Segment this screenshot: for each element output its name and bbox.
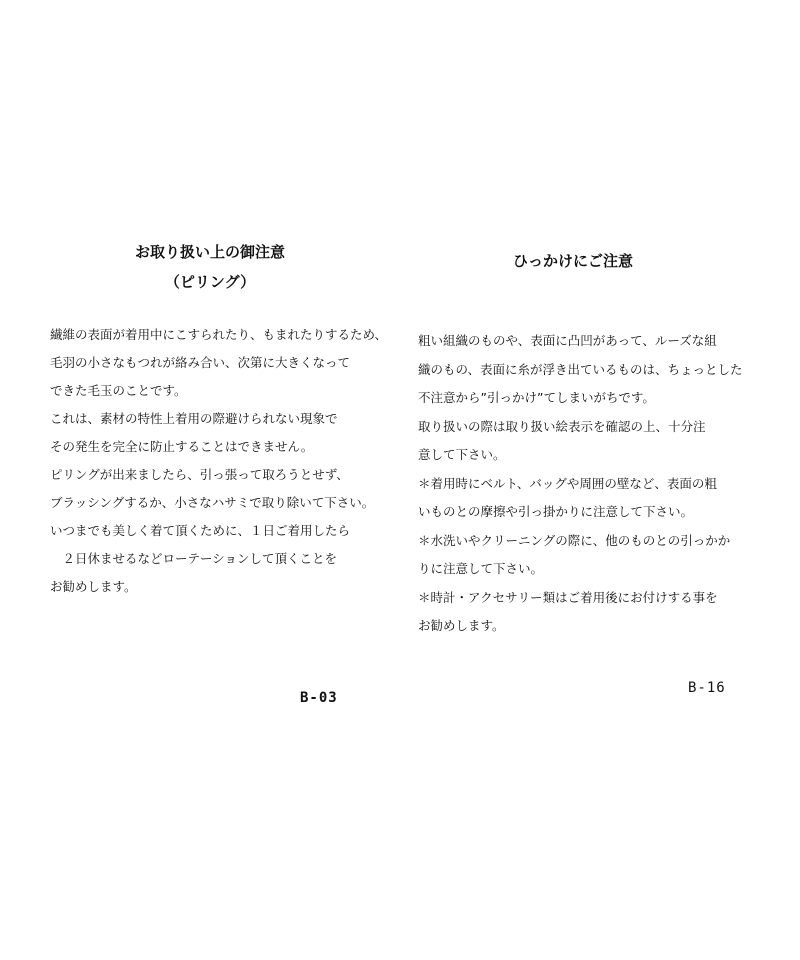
body-line: ＊時計・アクセサリー類はご着用後にお付けする事を (418, 589, 718, 605)
pilling-card-code: B-03 (300, 690, 338, 706)
pilling-card-body (50, 321, 387, 601)
body-line: いつまでも美しく着て頂くために、１日ご着用したら (50, 523, 351, 538)
body-line: 不注意から”引っかけ”てしまいがちです。 (418, 390, 655, 405)
body-line: ブラッシングするか、小さなハサミで取り除いて下さい。 (50, 495, 375, 510)
snagging-card-code: B-16 (688, 680, 726, 696)
body-line: その発生を完全に防止することはできません。 (50, 439, 314, 454)
body-line: 繊維の表面が着用中にこすられたり、もまれたりするため、 (50, 327, 388, 342)
body-line: ＊着用時にベルト、バッグや周囲の壁など、表面の粗 (418, 475, 717, 491)
snagging-card-body (418, 327, 743, 641)
body-line: 毛羽の小さなもつれが絡み合い、次第に大きくなって (50, 355, 351, 370)
body-line: ２日休ませるなどローテーションして頂くことを (50, 551, 338, 566)
body-line: 意して下さい。 (418, 447, 506, 462)
pilling-title-line-1: お取り扱い上の御注意 (134, 243, 285, 261)
body-line: 粗い組織のものや、表面に凸凹があって、ルーズな組 (418, 333, 717, 348)
body-line: 取り扱いの際は取り扱い絵表示を確認の上、十分注 (418, 418, 706, 434)
pilling-card-title (50, 237, 370, 297)
body-line: お勧めします。 (50, 579, 137, 594)
pilling-title-line-2: （ピリング） (164, 273, 256, 291)
body-line: これは、素材の特性上着用の際避けられない現象で (50, 411, 338, 426)
body-line: ピリングが出来ましたら、引っ張って取ろうとせず、 (50, 467, 349, 482)
body-line: ＊水洗いやクリーニングの際に、他のものとの引っかか (418, 532, 731, 548)
body-line: 織のもの、表面に糸が浮き出ているものは、ちょっとした (418, 361, 743, 377)
body-line: いものとの摩擦や引っ掛かりに注意して下さい。 (418, 504, 694, 519)
body-line: りに注意して下さい。 (418, 561, 544, 576)
body-line: お勧めします。 (418, 618, 505, 633)
snagging-card-title: ひっかけにご注意 (512, 252, 633, 270)
body-line: できた毛玉のことです。 (50, 383, 187, 398)
